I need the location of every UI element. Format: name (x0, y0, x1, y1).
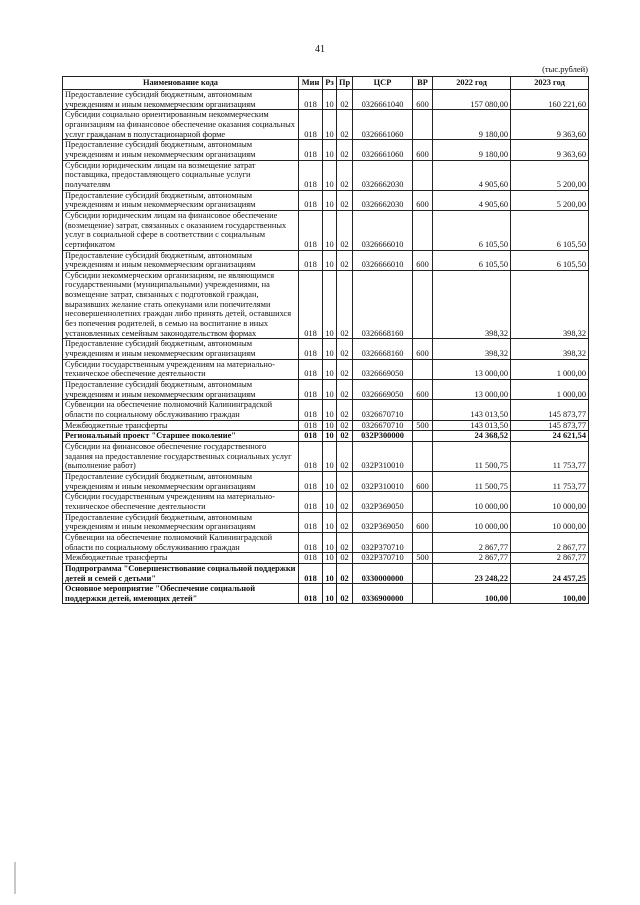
row-vr-cell: 600 (413, 471, 433, 491)
row-rz-cell: 10 (323, 532, 337, 552)
table-row (63, 339, 589, 359)
row-vr-cell (413, 400, 433, 420)
row-csr-cell: 0326670710 (353, 400, 413, 420)
row-min-cell: 018 (299, 441, 323, 471)
row-min-cell: 018 (299, 512, 323, 532)
table-row (63, 110, 589, 140)
row-pr-cell: 02 (337, 532, 353, 552)
table-row (63, 270, 589, 339)
row-name-cell: Предоставление субсидий бюджетным, автономным учреждениям и иным некоммерческим организациям (63, 339, 299, 359)
row-pr-cell: 02 (337, 492, 353, 512)
table-row (63, 431, 589, 442)
budget-table (62, 76, 589, 604)
row-2023-cell: 100,00 (511, 584, 589, 604)
header-cell: ЦСР (353, 77, 413, 90)
row-name-cell: Предоставление субсидий бюджетным, автономным учреждениям и иным некоммерческим организациям (63, 512, 299, 532)
row-2022-cell: 9 180,00 (433, 110, 511, 140)
row-2023-cell: 5 200,00 (511, 190, 589, 210)
row-csr-cell: 0326668160 (353, 339, 413, 359)
row-vr-cell (413, 210, 433, 250)
row-vr-cell: 600 (413, 90, 433, 110)
row-vr-cell (413, 160, 433, 190)
row-2022-cell: 143 013,50 (433, 400, 511, 420)
row-min-cell: 018 (299, 584, 323, 604)
row-rz-cell: 10 (323, 512, 337, 532)
row-min-cell: 018 (299, 339, 323, 359)
row-pr-cell: 02 (337, 210, 353, 250)
row-2022-cell: 398,32 (433, 339, 511, 359)
units-label: (тыс.рублей) (542, 64, 588, 74)
table-body (63, 90, 589, 604)
table-row (63, 210, 589, 250)
row-min-cell: 018 (299, 359, 323, 379)
row-rz-cell: 10 (323, 160, 337, 190)
row-rz-cell: 10 (323, 420, 337, 431)
row-csr-cell: 032P300000 (353, 431, 413, 442)
row-csr-cell: 0326661060 (353, 110, 413, 140)
row-name-cell: Предоставление субсидий бюджетным, автономным учреждениям и иным некоммерческим организациям (63, 190, 299, 210)
row-csr-cell: 0326669050 (353, 359, 413, 379)
row-2022-cell: 2 867,77 (433, 532, 511, 552)
row-pr-cell: 02 (337, 110, 353, 140)
row-vr-cell: 600 (413, 339, 433, 359)
row-name-cell: Межбюджетные трансферты (63, 420, 299, 431)
row-csr-cell: 032P370710 (353, 532, 413, 552)
row-rz-cell: 10 (323, 250, 337, 270)
row-2023-cell: 398,32 (511, 339, 589, 359)
row-vr-cell (413, 441, 433, 471)
table-row (63, 380, 589, 400)
table-row (63, 359, 589, 379)
row-rz-cell: 10 (323, 553, 337, 564)
row-csr-cell: 0326669050 (353, 380, 413, 400)
row-pr-cell: 02 (337, 190, 353, 210)
row-min-cell: 018 (299, 110, 323, 140)
row-name-cell: Субсидии на финансовое обеспечение государственного задания на предоставление государственных социальных услуг (выполнение работ) (63, 441, 299, 471)
row-rz-cell: 10 (323, 270, 337, 339)
row-csr-cell: 032P370710 (353, 553, 413, 564)
header-cell: Наименование кода (63, 77, 299, 90)
row-2022-cell: 398,32 (433, 270, 511, 339)
row-csr-cell: 032P369050 (353, 512, 413, 532)
table-row (63, 492, 589, 512)
row-csr-cell: 032P369050 (353, 492, 413, 512)
row-pr-cell: 02 (337, 250, 353, 270)
row-rz-cell: 10 (323, 339, 337, 359)
scan-edge-mark (14, 862, 16, 894)
row-name-cell: Субвенции на обеспечение полномочий Калининградской области по социальному обслуживанию граждан (63, 532, 299, 552)
header-cell: Пр (337, 77, 353, 90)
row-name-cell: Субсидии государственным учреждениям на материально-техническое обеспечение деятельности (63, 492, 299, 512)
row-name-cell: Основное мероприятие "Обеспечение социальной поддержки детей, имеющих детей" (63, 584, 299, 604)
row-rz-cell: 10 (323, 563, 337, 583)
table-row (63, 160, 589, 190)
row-csr-cell: 0330000000 (353, 563, 413, 583)
table-row (63, 563, 589, 583)
table-row (63, 90, 589, 110)
row-2023-cell: 398,32 (511, 270, 589, 339)
row-vr-cell: 500 (413, 420, 433, 431)
row-pr-cell: 02 (337, 471, 353, 491)
row-rz-cell: 10 (323, 380, 337, 400)
row-min-cell: 018 (299, 380, 323, 400)
row-rz-cell: 10 (323, 190, 337, 210)
row-2022-cell: 4 905,60 (433, 160, 511, 190)
row-pr-cell: 02 (337, 160, 353, 190)
header-cell: Мин (299, 77, 323, 90)
row-pr-cell: 02 (337, 359, 353, 379)
row-min-cell: 018 (299, 250, 323, 270)
row-name-cell: Региональный проект "Старшее поколение" (63, 431, 299, 442)
row-csr-cell: 0326666010 (353, 250, 413, 270)
row-2022-cell: 13 000,00 (433, 359, 511, 379)
row-vr-cell (413, 270, 433, 339)
row-csr-cell: 0326662030 (353, 190, 413, 210)
header-cell: 2022 год (433, 77, 511, 90)
row-2023-cell: 10 000,00 (511, 492, 589, 512)
row-min-cell: 018 (299, 492, 323, 512)
header-cell: 2023 год (511, 77, 589, 90)
table-row (63, 400, 589, 420)
row-vr-cell: 500 (413, 553, 433, 564)
row-min-cell: 018 (299, 563, 323, 583)
row-rz-cell: 10 (323, 359, 337, 379)
row-csr-cell: 0326666010 (353, 210, 413, 250)
row-2022-cell: 6 105,50 (433, 250, 511, 270)
row-vr-cell: 600 (413, 190, 433, 210)
row-min-cell: 018 (299, 431, 323, 442)
row-vr-cell: 600 (413, 140, 433, 160)
table-row (63, 584, 589, 604)
row-name-cell: Предоставление субсидий бюджетным, автономным учреждениям и иным некоммерческим организациям (63, 471, 299, 491)
row-name-cell: Субсидии юридическим лицам на финансовое обеспечение (возмещение) затрат, связанных с оказанием государственных услуг в социальной сфере в соответствии с социальным сертификатом (63, 210, 299, 250)
table-row (63, 471, 589, 491)
table-row (63, 532, 589, 552)
row-min-cell: 018 (299, 532, 323, 552)
row-min-cell: 018 (299, 420, 323, 431)
row-2023-cell: 11 753,77 (511, 471, 589, 491)
row-rz-cell: 10 (323, 492, 337, 512)
row-csr-cell: 0326661040 (353, 90, 413, 110)
row-rz-cell: 10 (323, 400, 337, 420)
row-vr-cell: 600 (413, 380, 433, 400)
table-row (63, 140, 589, 160)
header-cell: Рз (323, 77, 337, 90)
row-pr-cell: 02 (337, 400, 353, 420)
row-rz-cell: 10 (323, 431, 337, 442)
row-2022-cell: 10 000,00 (433, 492, 511, 512)
row-csr-cell: 0336900000 (353, 584, 413, 604)
row-rz-cell: 10 (323, 584, 337, 604)
row-vr-cell (413, 492, 433, 512)
row-2023-cell: 145 873,77 (511, 420, 589, 431)
row-vr-cell (413, 584, 433, 604)
table-row (63, 553, 589, 564)
row-2023-cell: 2 867,77 (511, 553, 589, 564)
row-name-cell: Предоставление субсидий бюджетным, автономным учреждениям и иным некоммерческим организациям (63, 380, 299, 400)
row-2022-cell: 157 080,00 (433, 90, 511, 110)
row-rz-cell: 10 (323, 471, 337, 491)
row-2023-cell: 9 363,60 (511, 110, 589, 140)
row-csr-cell: 0326668160 (353, 270, 413, 339)
row-csr-cell: 0326670710 (353, 420, 413, 431)
row-name-cell: Предоставление субсидий бюджетным, автономным учреждениям и иным некоммерческим организациям (63, 140, 299, 160)
row-rz-cell: 10 (323, 140, 337, 160)
row-name-cell: Субвенции на обеспечение полномочий Калининградской области по социальному обслуживанию граждан (63, 400, 299, 420)
table-row (63, 420, 589, 431)
row-pr-cell: 02 (337, 553, 353, 564)
row-2023-cell: 2 867,77 (511, 532, 589, 552)
row-2022-cell: 11 500,75 (433, 441, 511, 471)
row-pr-cell: 02 (337, 140, 353, 160)
row-name-cell: Субсидии социально ориентированным некоммерческим организациям на финансовое обеспечение оказания социальных услуг гражданам в полустационарной форме (63, 110, 299, 140)
row-min-cell: 018 (299, 210, 323, 250)
row-min-cell: 018 (299, 140, 323, 160)
row-2023-cell: 11 753,77 (511, 441, 589, 471)
row-name-cell: Субсидии юридическим лицам на возмещение затрат поставщика, предоставляющего социальные услуги получателям (63, 160, 299, 190)
row-pr-cell: 02 (337, 270, 353, 339)
row-2023-cell: 24 621,54 (511, 431, 589, 442)
row-pr-cell: 02 (337, 420, 353, 431)
row-2023-cell: 10 000,00 (511, 512, 589, 532)
row-name-cell: Предоставление субсидий бюджетным, автономным учреждениям и иным некоммерческим организациям (63, 250, 299, 270)
row-name-cell: Субсидии государственным учреждениям на материально-техническое обеспечение деятельности (63, 359, 299, 379)
row-2022-cell: 9 180,00 (433, 140, 511, 160)
row-2022-cell: 6 105,50 (433, 210, 511, 250)
row-pr-cell: 02 (337, 441, 353, 471)
row-vr-cell: 600 (413, 250, 433, 270)
row-rz-cell: 10 (323, 110, 337, 140)
row-pr-cell: 02 (337, 431, 353, 442)
row-2022-cell: 23 248,22 (433, 563, 511, 583)
row-2023-cell: 160 221,60 (511, 90, 589, 110)
row-min-cell: 018 (299, 400, 323, 420)
row-2023-cell: 1 000,00 (511, 359, 589, 379)
row-2022-cell: 10 000,00 (433, 512, 511, 532)
row-2022-cell: 2 867,77 (433, 553, 511, 564)
row-min-cell: 018 (299, 160, 323, 190)
row-vr-cell (413, 110, 433, 140)
row-rz-cell: 10 (323, 210, 337, 250)
row-2022-cell: 4 905,60 (433, 190, 511, 210)
header-row (63, 77, 589, 90)
row-2022-cell: 100,00 (433, 584, 511, 604)
row-2023-cell: 6 105,50 (511, 250, 589, 270)
row-vr-cell (413, 359, 433, 379)
row-csr-cell: 0326662030 (353, 160, 413, 190)
row-min-cell: 018 (299, 190, 323, 210)
row-min-cell: 018 (299, 90, 323, 110)
row-csr-cell: 032P310010 (353, 471, 413, 491)
row-pr-cell: 02 (337, 339, 353, 359)
row-2023-cell: 145 873,77 (511, 400, 589, 420)
row-min-cell: 018 (299, 471, 323, 491)
row-vr-cell: 600 (413, 512, 433, 532)
row-name-cell: Предоставление субсидий бюджетным, автономным учреждениям и иным некоммерческим организациям (63, 90, 299, 110)
row-pr-cell: 02 (337, 563, 353, 583)
header-cell: ВР (413, 77, 433, 90)
row-2023-cell: 24 457,25 (511, 563, 589, 583)
page-number: 41 (315, 44, 325, 55)
row-rz-cell: 10 (323, 90, 337, 110)
row-2022-cell: 143 013,50 (433, 420, 511, 431)
row-2022-cell: 24 368,52 (433, 431, 511, 442)
row-min-cell: 018 (299, 553, 323, 564)
row-vr-cell (413, 431, 433, 442)
row-pr-cell: 02 (337, 380, 353, 400)
row-2022-cell: 13 000,00 (433, 380, 511, 400)
row-vr-cell (413, 563, 433, 583)
row-name-cell: Подпрограмма "Совершенствование социальной поддержки детей и семей с детьми" (63, 563, 299, 583)
row-pr-cell: 02 (337, 90, 353, 110)
row-vr-cell (413, 532, 433, 552)
row-2023-cell: 9 363,60 (511, 140, 589, 160)
row-2023-cell: 6 105,50 (511, 210, 589, 250)
row-2023-cell: 1 000,00 (511, 380, 589, 400)
table-row (63, 512, 589, 532)
row-pr-cell: 02 (337, 584, 353, 604)
row-name-cell: Межбюджетные трансферты (63, 553, 299, 564)
row-pr-cell: 02 (337, 512, 353, 532)
table-row (63, 190, 589, 210)
table-row (63, 250, 589, 270)
row-rz-cell: 10 (323, 441, 337, 471)
row-name-cell: Субсидии некоммерческим организациям, не являющимся государственными (муниципальными) учреждениями, на возмещение затрат, связанных с подготовкой граждан, выразивших желание стать опекунами или попечителями несовершеннолетних граждан либо принять детей, оставшихся без попечения родителей, в семью на воспитание в иных установленных семейным законодательством формах (63, 270, 299, 339)
row-csr-cell: 032P310010 (353, 441, 413, 471)
row-2023-cell: 5 200,00 (511, 160, 589, 190)
row-2022-cell: 11 500,75 (433, 471, 511, 491)
row-csr-cell: 0326661060 (353, 140, 413, 160)
table-row (63, 441, 589, 471)
row-min-cell: 018 (299, 270, 323, 339)
